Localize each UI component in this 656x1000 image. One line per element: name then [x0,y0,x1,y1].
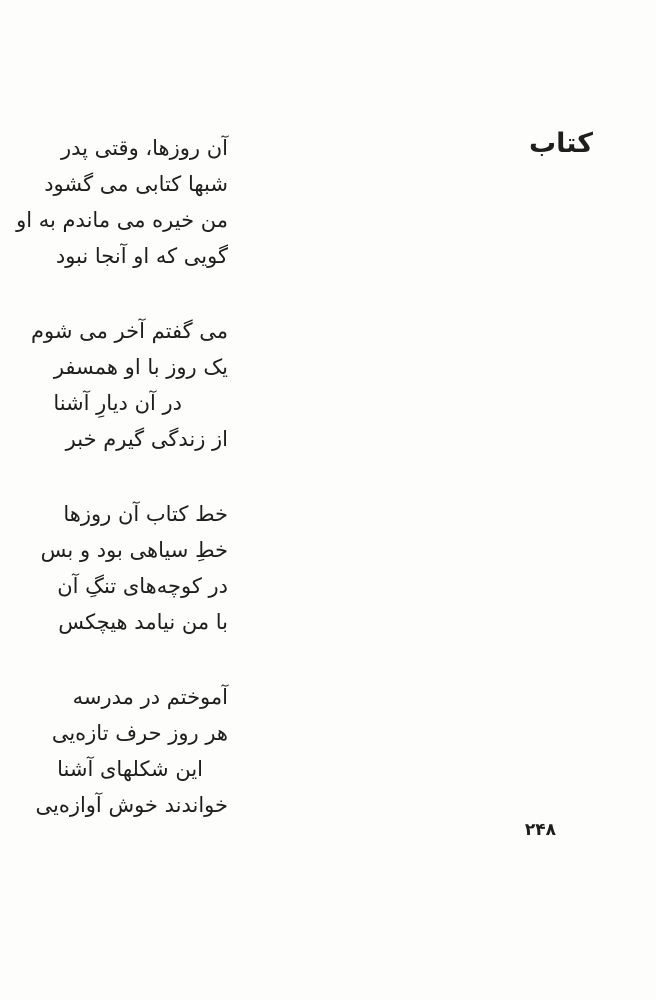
poem-line: در کوچه‌های تنگِ آن [57,574,228,598]
poem-title: کتاب [529,128,593,159]
poem-line: با من نیامد هیچکس [58,610,228,634]
poem-line: من خیره می ماندم به او [16,208,228,232]
poem-line: در آن دیارِ آشنا [53,391,182,415]
stanza-1 [16,130,228,274]
poem-line: خط کتاب آن روزها [63,502,228,526]
poem-line: از زندگی گیرم خبر [65,427,228,451]
poem-line: آن روزها، وقتی پدر [61,136,228,160]
stanza-4 [16,679,228,823]
poem-line: شبها کتابی می گشود [44,172,228,196]
stanza-2 [16,313,228,457]
poem-line: هر روز حرف تازه‌یی [51,721,228,745]
poem [16,130,228,862]
poem-line: گویی که او آنجا نبود [55,244,228,268]
poem-line: خواندند خوش آوازه‌یی [35,793,228,817]
poem-line: می گفتم آخر می شوم [31,319,228,343]
poem-line: خطِ سیاهی بود و بس [40,538,228,562]
poem-line: این شکلهای آشنا [57,757,203,781]
poem-line: یک روز با او همسفر [53,355,228,379]
stanza-3 [16,496,228,640]
page-number: ۲۴۸ [524,820,556,840]
poem-line: آموختم در مدرسه [72,685,228,709]
